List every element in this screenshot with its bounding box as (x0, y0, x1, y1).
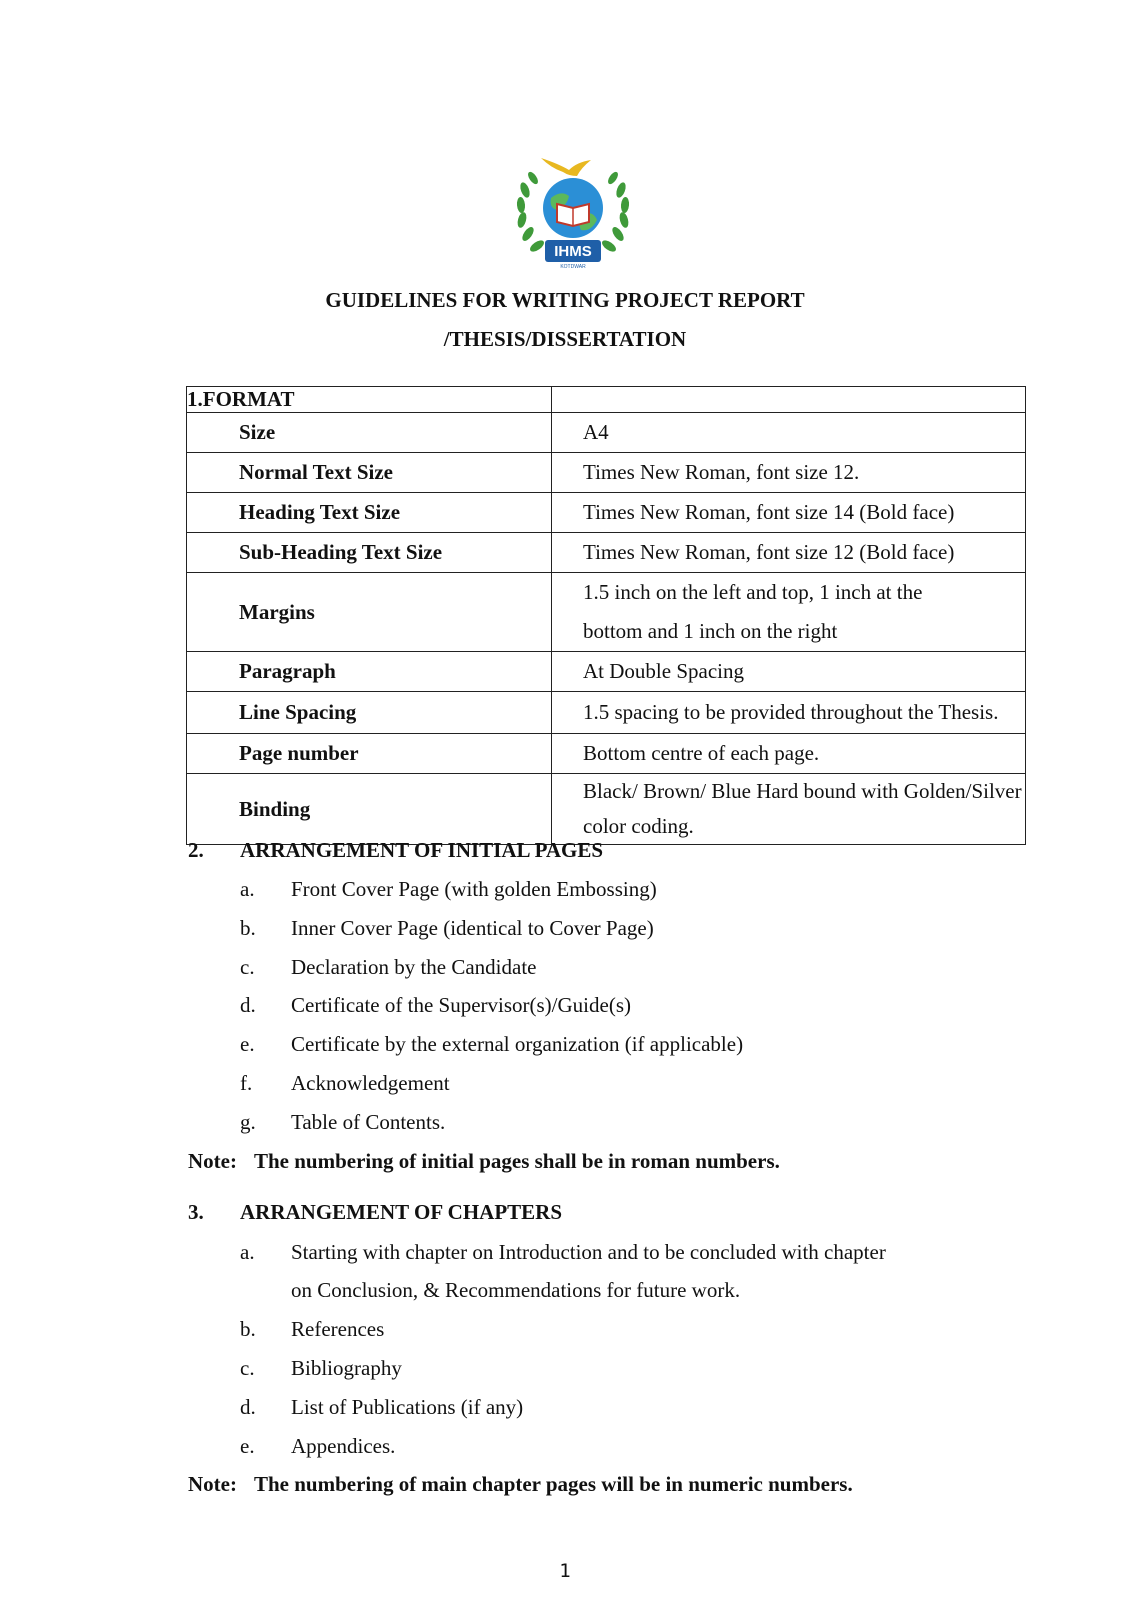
list-item-letter: g. (240, 1110, 256, 1134)
row-label: Size (187, 413, 552, 453)
section3-title: ARRANGEMENT OF CHAPTERS (240, 1200, 563, 1224)
logo-text: IHMS (554, 243, 592, 260)
list-item-letter: c. (240, 1356, 255, 1380)
note-text: The numbering of main chapter pages will be in numeric numbers. (254, 1472, 853, 1496)
row-value: Bottom centre of each page. (552, 734, 1026, 774)
list-item: Starting with chapter on Introduction and to be concluded with chapter (291, 1240, 886, 1264)
table-row (187, 734, 1026, 774)
page-title-line2: /THESIS/DISSERTATION (443, 327, 687, 351)
format-heading-empty-cell (552, 387, 1026, 413)
ihms-logo (511, 150, 635, 272)
row-label: Paragraph (187, 652, 552, 692)
table-row (187, 413, 1026, 453)
list-item-letter: b. (240, 1317, 256, 1341)
row-value: 1.5 spacing to be provided throughout the Thesis. (552, 692, 1026, 734)
list-item: Table of Contents. (291, 1110, 446, 1134)
row-value: A4 (552, 413, 1026, 453)
row-label: Normal Text Size (187, 453, 552, 493)
section2-number: 2. (188, 838, 204, 862)
list-item: References (291, 1317, 385, 1341)
row-label: Line Spacing (187, 692, 552, 734)
row-value-line2: color coding. (583, 814, 694, 838)
list-item: List of Publications (if any) (291, 1395, 524, 1419)
row-label: Page number (187, 734, 552, 774)
section2-note (188, 1149, 780, 1174)
table-row (187, 573, 1026, 652)
list-item: Front Cover Page (with golden Embossing) (291, 877, 657, 901)
row-label: Sub-Heading Text Size (187, 533, 552, 573)
table-row (187, 493, 1026, 533)
row-value (552, 774, 1026, 845)
format-table (186, 386, 1026, 845)
list-item-letter: a. (240, 1240, 255, 1264)
list-item: Bibliography (291, 1356, 402, 1380)
table-row (187, 692, 1026, 734)
table-row (187, 652, 1026, 692)
page-number: 1 (559, 1560, 571, 1582)
row-value: At Double Spacing (552, 652, 1026, 692)
list-item: Declaration by the Candidate (291, 955, 537, 979)
format-heading: 1.FORMAT (187, 387, 552, 413)
note-label: Note: (188, 1472, 237, 1496)
list-item-letter: e. (240, 1032, 255, 1056)
list-item-continuation: on Conclusion, & Recommendations for future work. (291, 1278, 741, 1302)
list-item: Appendices. (291, 1434, 396, 1458)
row-value: Times New Roman, font size 12 (Bold face) (552, 533, 1026, 573)
table-row (187, 387, 1026, 413)
note-text: The numbering of initial pages shall be in roman numbers. (254, 1149, 780, 1173)
row-value (552, 573, 1026, 652)
list-item: Acknowledgement (291, 1071, 450, 1095)
row-value-line2: bottom and 1 inch on the right (583, 619, 838, 643)
row-value-line1: 1.5 inch on the left and top, 1 inch at the (583, 580, 923, 604)
note-label: Note: (188, 1149, 237, 1173)
list-item-letter: a. (240, 877, 255, 901)
section2-title: ARRANGEMENT OF INITIAL PAGES (240, 838, 604, 862)
section3-note (188, 1472, 853, 1497)
list-item: Certificate of the Supervisor(s)/Guide(s) (291, 993, 631, 1017)
list-item: Inner Cover Page (identical to Cover Page) (291, 916, 654, 940)
logo-subtext: KOTDWAR (560, 264, 586, 270)
list-item-letter: f. (240, 1071, 253, 1095)
row-label: Margins (187, 573, 552, 652)
list-item-letter: c. (240, 955, 255, 979)
table-row (187, 533, 1026, 573)
row-value: Times New Roman, font size 14 (Bold face) (552, 493, 1026, 533)
list-item-letter: b. (240, 916, 256, 940)
row-value: Times New Roman, font size 12. (552, 453, 1026, 493)
table-row (187, 774, 1026, 845)
page-title-line1: GUIDELINES FOR WRITING PROJECT REPORT (325, 288, 805, 312)
list-item-letter: d. (240, 993, 256, 1017)
row-label: Heading Text Size (187, 493, 552, 533)
row-label: Binding (187, 774, 552, 845)
list-item: Certificate by the external organization (if applicable) (291, 1032, 744, 1056)
section3-number: 3. (188, 1200, 204, 1224)
list-item-letter: e. (240, 1434, 255, 1458)
row-value-line1: Black/ Brown/ Blue Hard bound with Golden/Silver (583, 779, 1022, 803)
list-item-letter: d. (240, 1395, 256, 1419)
table-row (187, 453, 1026, 493)
